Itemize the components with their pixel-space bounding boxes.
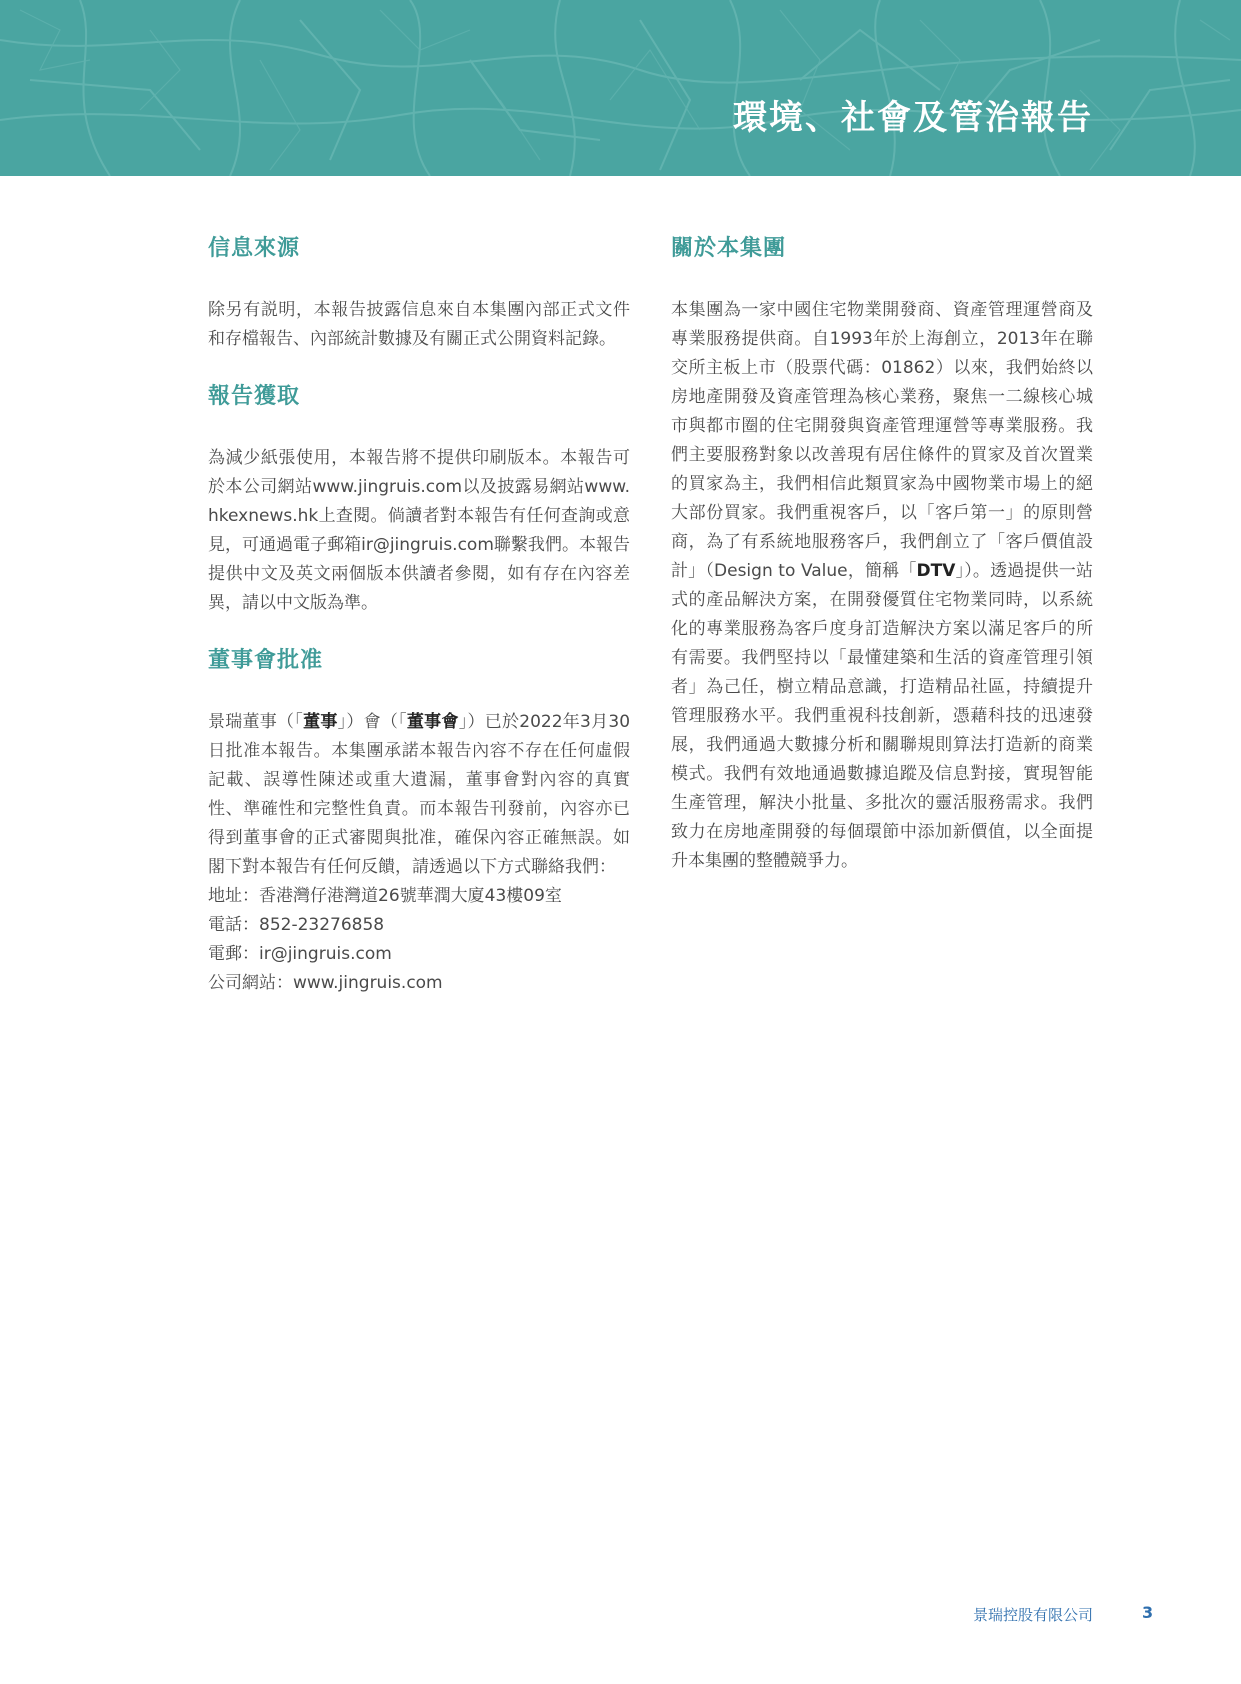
defined-term-board: 董事會 — [406, 712, 459, 732]
body-text: 」）會（「 — [337, 712, 407, 732]
footer-company-name: 景瑞控股有限公司 — [972, 1606, 1093, 1624]
contact-phone: 電話：852-23276858 — [208, 915, 385, 935]
section-body — [671, 296, 1093, 876]
section-information-source — [208, 236, 630, 354]
section-about-group — [671, 236, 1093, 876]
section-heading: 信息來源 — [208, 236, 301, 261]
right-column — [671, 236, 1093, 876]
contact-website: 公司網站：www.jingruis.com — [208, 973, 443, 993]
body-text: 」）。透過提供一站式的產品解決方案，在開發優質住宅物業同時，以系統化的專業服務為客戶度身訂造解決方案以滿足客戶的所有需要。我們堅持以「最懂建築和生活的資產管理引領者」為己任，樹立精品意識，打造精品社區，持續提升管理服務水平。我們重視科技創新，憑藉科技的迅速發展，我們通過大數據分析和關聯規則算法打造新的商業模式。我們有效地通過數據追蹤及信息對接，實現智能生產管理，解決小批量、多批次的靈活服務需求。我們致力在房地產開發的每個環節中添加新價值，以全面提升本集團的整體競爭力。 — [671, 561, 1093, 871]
section-board-approval — [208, 648, 630, 998]
body-text: 景瑞董事（「 — [208, 712, 304, 732]
contact-email: 電郵：ir@jingruis.com — [208, 944, 392, 964]
section-heading: 董事會批准 — [208, 648, 324, 673]
leaf-vein-pattern — [0, 0, 1241, 176]
section-body: 為減少紙張使用，本報告將不提供印刷版本。本報告可於本公司網站www.jingruis.com以及披露易網站www.hkexnews.hk上查閱。倘讀者對本報告有任何查詢或意見，可通過電子郵箱ir@jingruis.com聯繫我們。本報告提供中文及英文兩個版本供讀者參閱，如有存在內容差異，請以中文版為準。 — [208, 448, 630, 613]
defined-term-dtv: DTV — [916, 561, 956, 581]
page-number: 3 — [1142, 1603, 1154, 1622]
report-title: 環境、社會及管治報告 — [733, 98, 1093, 138]
left-column — [208, 236, 630, 998]
body-text: 」）已於2022年3月30日批准本報告。本集團承諾本報告內容不存在任何虛假記載、誤導性陳述或重大遺漏，董事會對內容的真實性、準確性和完整性負責。而本報告刊發前，內容亦已得到董事會的正式審閲與批准，確保內容正確無誤。如閣下對本報告有任何反饋，請透過以下方式聯絡我們： — [208, 712, 631, 877]
section-body — [208, 708, 630, 882]
header-banner — [0, 0, 1241, 176]
body-text: 本集團為一家中國住宅物業開發商、資產管理運營商及專業服務提供商。自1993年於上海創立，2013年在聯交所主板上市（股票代碼：01862）以來，我們始終以房地產開發及資產管理為核心業務，聚焦一二線核心城市與都市圈的住宅開發與資產管理運營等專業服務。我們主要服務對象以改善現有居住條件的買家及首次置業的買家為主，我們相信此類買家為中國物業市場上的絕大部份買家。我們重視客戶，以「客戶第一」的原則營商，為了有系統地服務客戶，我們創立了「客戶價值設計」（Design to Value，簡稱「 — [671, 300, 1093, 581]
defined-term-directors: 董事 — [303, 712, 338, 732]
section-heading: 關於本集團 — [671, 236, 787, 261]
contact-address: 地址：香港灣仔港灣道26號華潤大廈43樓09室 — [208, 886, 562, 906]
section-heading: 報告獲取 — [208, 384, 301, 409]
section-body: 除另有説明，本報告披露信息來自本集團內部正式文件和存檔報告、內部統計數據及有關正式公開資料記錄。 — [208, 300, 630, 349]
section-report-access — [208, 384, 630, 618]
